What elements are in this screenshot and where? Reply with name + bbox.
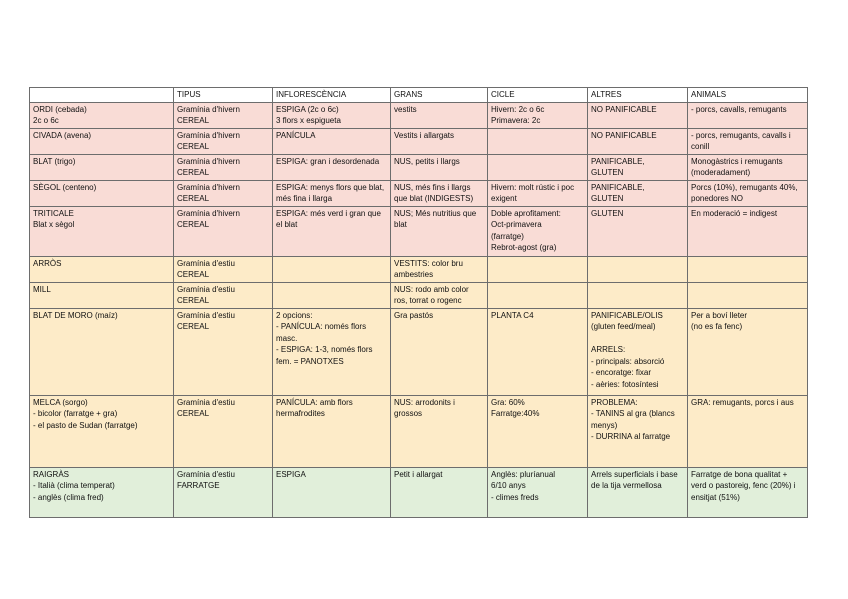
cell-altres: PANIFICABLE, GLUTEN (588, 180, 688, 206)
cell-inflorescencia: ESPIGA: menys flors que blat, més fina i llarga (273, 180, 391, 206)
cell-name: ARRÒS (30, 256, 174, 282)
cell-cicle (488, 282, 588, 308)
cell-animals (688, 282, 808, 308)
table-row (30, 180, 808, 206)
cell-grans: Gra pastós (391, 308, 488, 395)
cell-animals: Porcs (10%), remugants 40%, ponedores NO (688, 180, 808, 206)
cell-tipus: Gramínia d'hivern CEREAL (174, 128, 273, 154)
header-cell-altres: ALTRES (588, 88, 688, 103)
table-header (30, 88, 808, 103)
cell-name: SÈGOL (centeno) (30, 180, 174, 206)
cell-animals: Farratge de bona qualitat + verd o pastoreig, fenc (20%) i ensitjat (51%) (688, 467, 808, 517)
cell-grans: NUS: rodo amb color ros, torrat o rogenc (391, 282, 488, 308)
cell-cicle: Gra: 60% Farratge:40% (488, 395, 588, 467)
table-row (30, 282, 808, 308)
cell-name: MILL (30, 282, 174, 308)
table-row (30, 102, 808, 128)
cell-tipus: Gramínia d'estiu CEREAL (174, 395, 273, 467)
cell-altres: PANIFICABLE, GLUTEN (588, 154, 688, 180)
cell-inflorescencia: ESPIGA: més verd i gran que el blat (273, 206, 391, 256)
cell-animals: En moderació = indigest (688, 206, 808, 256)
cell-name: ORDI (cebada) 2c o 6c (30, 102, 174, 128)
table-row (30, 308, 808, 395)
cell-animals: Per a boví lleter (no es fa fenc) (688, 308, 808, 395)
cell-altres: NO PANIFICABLE (588, 128, 688, 154)
cereals-table (29, 87, 808, 518)
cell-inflorescencia (273, 282, 391, 308)
table-row (30, 467, 808, 517)
cell-inflorescencia: 2 opcions: - PANÍCULA: només flors masc. - ESPIGA: 1-3, només flors fem. = PANOTXES (273, 308, 391, 395)
header-cell-cicle: CICLE (488, 88, 588, 103)
cell-grans: vestits (391, 102, 488, 128)
cell-grans: Vestits i allargats (391, 128, 488, 154)
cell-animals: - porcs, remugants, cavalls i conill (688, 128, 808, 154)
table-row (30, 395, 808, 467)
header-cell-name (30, 88, 174, 103)
cell-tipus: Gramínia d'hivern CEREAL (174, 154, 273, 180)
cell-name: BLAT DE MORO (maíz) (30, 308, 174, 395)
cell-tipus: Gramínia d'hivern CEREAL (174, 102, 273, 128)
cell-cicle: Doble aprofitament: Oct-primavera (farratge) Rebrot-agost (gra) (488, 206, 588, 256)
cell-cicle: Anglès: pluríanual 6/10 anys - climes freds (488, 467, 588, 517)
header-cell-grans: GRANS (391, 88, 488, 103)
cell-inflorescencia: ESPIGA: gran i desordenada (273, 154, 391, 180)
cell-name: CIVADA (avena) (30, 128, 174, 154)
table-row (30, 128, 808, 154)
cell-grans: NUS, petits i llargs (391, 154, 488, 180)
table-row (30, 154, 808, 180)
cell-tipus: Gramínia d'hivern CEREAL (174, 180, 273, 206)
cell-altres (588, 256, 688, 282)
cell-grans: NUS; Més nutritius que blat (391, 206, 488, 256)
cell-tipus: Gramínia d'estiu CEREAL (174, 308, 273, 395)
cell-cicle (488, 256, 588, 282)
cell-tipus: Gramínia d'hivern CEREAL (174, 206, 273, 256)
cell-animals: GRA: remugants, porcs i aus (688, 395, 808, 467)
cell-cicle: PLANTA C4 (488, 308, 588, 395)
cell-altres: Arrels superficials i base de la tija vermellosa (588, 467, 688, 517)
cell-cicle (488, 154, 588, 180)
cell-altres: NO PANIFICABLE (588, 102, 688, 128)
cell-altres: PROBLEMA: - TANINS al gra (blancs menys) - DURRINA al farratge (588, 395, 688, 467)
cell-animals: - porcs, cavalls, remugants (688, 102, 808, 128)
cell-grans: NUS: arrodonits i grossos (391, 395, 488, 467)
cell-inflorescencia (273, 256, 391, 282)
cell-animals: Monogàstrics i remugants (moderadament) (688, 154, 808, 180)
cell-grans: VESTITS: color bru ambestries (391, 256, 488, 282)
cell-tipus: Gramínia d'estiu FARRATGE (174, 467, 273, 517)
cell-inflorescencia: ESPIGA (273, 467, 391, 517)
header-row (30, 88, 808, 103)
table-row (30, 256, 808, 282)
cell-inflorescencia: PANÍCULA: amb flors hermafrodites (273, 395, 391, 467)
cell-altres (588, 282, 688, 308)
header-cell-tipus: TIPUS (174, 88, 273, 103)
cell-cicle (488, 128, 588, 154)
header-cell-animals: ANIMALS (688, 88, 808, 103)
cell-grans: NUS, més fins i llargs que blat (INDIGESTS) (391, 180, 488, 206)
cell-name: TRITICALE Blat x sègol (30, 206, 174, 256)
cell-inflorescencia: ESPIGA (2c o 6c) 3 flors x espigueta (273, 102, 391, 128)
cell-inflorescencia: PANÍCULA (273, 128, 391, 154)
cell-cicle: Hivern: molt rústic i poc exigent (488, 180, 588, 206)
cell-tipus: Gramínia d'estiu CEREAL (174, 282, 273, 308)
table-body (30, 102, 808, 517)
cell-altres: PANIFICABLE/OLIS (gluten feed/meal) ARRELS: - principals: absorció - encoratge: fixar - aèries: fotosíntesi (588, 308, 688, 395)
cell-cicle: Hivern: 2c o 6c Primavera: 2c (488, 102, 588, 128)
cell-animals (688, 256, 808, 282)
cell-name: RAIGRÀS - Italià (clima temperat) - anglès (clima fred) (30, 467, 174, 517)
cell-grans: Petit i allargat (391, 467, 488, 517)
cell-altres: GLUTEN (588, 206, 688, 256)
cell-name: BLAT (trigo) (30, 154, 174, 180)
cell-name: MELCA (sorgo) - bicolor (farratge + gra) - el pasto de Sudan (farratge) (30, 395, 174, 467)
table-row (30, 206, 808, 256)
header-cell-inflorescencia: INFLORESCÈNCIA (273, 88, 391, 103)
cell-tipus: Gramínia d'estiu CEREAL (174, 256, 273, 282)
